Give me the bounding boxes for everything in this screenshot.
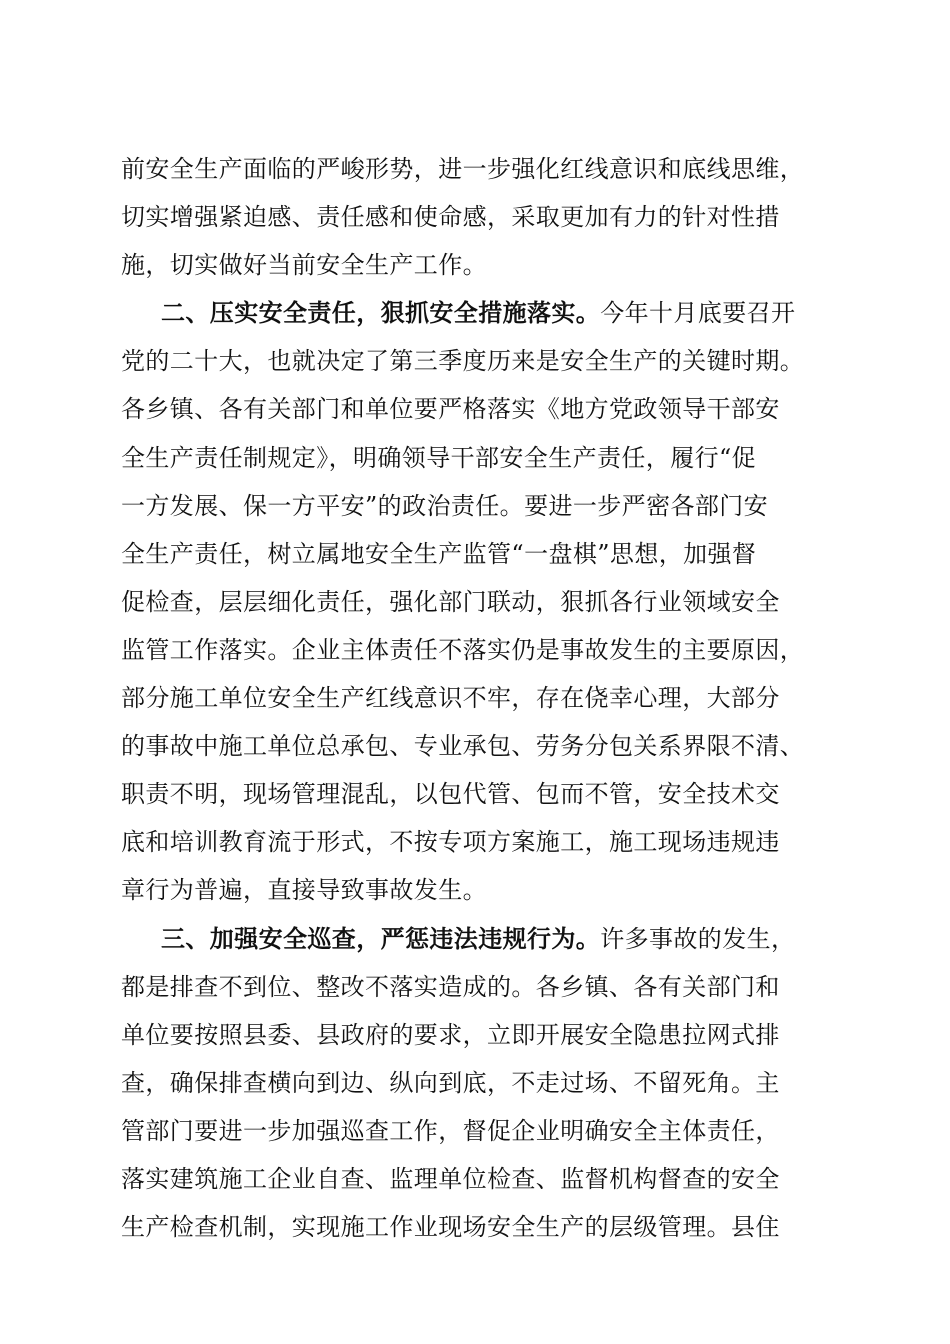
section-3-heading: 三、加强安全巡查，严惩违法违规行为。 <box>161 923 601 953</box>
paragraph-2-line-9: 部分施工单位安全生产红线意识不牢，存在侥幸心理，大部分 <box>121 684 780 713</box>
paragraph-2-line-4: 全生产责任制规定》，明确领导干部安全生产责任，履行“促 <box>121 443 757 472</box>
paragraph-3-line-2: 都是排查不到位、整改不落实造成的。各乡镇、各有关部门和 <box>121 972 780 1001</box>
paragraph-1-line-3: 施，切实做好当前安全生产工作。 <box>121 251 487 280</box>
paragraph-2-line-6: 全生产责任，树立属地安全生产监管“一盘棋”思想，加强督 <box>121 539 757 568</box>
paragraph-3 <box>121 915 837 1252</box>
paragraph-2-line-2: 党的二十大，也就决定了第三季度历来是安全生产的关键时期。 <box>121 347 805 376</box>
paragraph-2 <box>121 289 837 914</box>
paragraph-3-line-6: 落实建筑施工企业自查、监理单位检查、监督机构督查的安全 <box>121 1164 780 1193</box>
paragraph-2-line-12: 底和培训教育流于形式，不按专项方案施工，施工现场违规违 <box>121 828 780 857</box>
paragraph-3-first-line-text: 许多事故的发生， <box>600 924 796 953</box>
paragraph-3-line-5: 管部门要进一步加强巡查工作，督促企业明确安全主体责任， <box>121 1116 780 1145</box>
section-2-heading: 二、压实安全责任，狠抓安全措施落实。 <box>161 298 601 328</box>
paragraph-2-line-8: 监管工作落实。企业主体责任不落实仍是事故发生的主要原因， <box>121 635 805 664</box>
paragraph-2-line-3: 各乡镇、各有关部门和单位要严格落实《地方党政领导干部安 <box>121 395 780 424</box>
paragraph-1-line-2: 切实增强紧迫感、责任感和使命感，采取更加有力的针对性措 <box>121 203 780 232</box>
paragraph-3-first-line <box>121 915 837 963</box>
paragraph-3-line-4: 查，确保排查横向到边、纵向到底，不走过场、不留死角。主 <box>121 1068 780 1097</box>
paragraph-2-line-7: 促检查，层层细化责任，强化部门联动，狠抓各行业领域安全 <box>121 587 780 616</box>
paragraph-2-line-5: 一方发展、保一方平安”的政治责任。要进一步严密各部门安 <box>121 491 769 520</box>
paragraph-2-line-11: 职责不明，现场管理混乱，以包代管、包而不管，安全技术交 <box>121 780 780 809</box>
paragraph-1 <box>121 145 837 289</box>
paragraph-3-line-7: 生产检查机制，实现施工作业现场安全生产的层级管理。县住 <box>121 1213 780 1242</box>
document-body <box>121 145 837 1251</box>
paragraph-2-first-line <box>121 289 837 337</box>
paragraph-1-line-1: 前安全生产面临的严峻形势，进一步强化红线意识和底线思维， <box>121 155 805 183</box>
paragraph-2-first-line-text: 今年十月底要召开 <box>600 299 796 328</box>
paragraph-2-line-10: 的事故中施工单位总承包、专业承包、劳务分包关系界限不清、 <box>121 732 805 761</box>
paragraph-3-line-3: 单位要按照县委、县政府的要求，立即开展安全隐患拉网式排 <box>121 1020 780 1049</box>
paragraph-2-line-13: 章行为普遍，直接导致事故发生。 <box>121 876 487 905</box>
